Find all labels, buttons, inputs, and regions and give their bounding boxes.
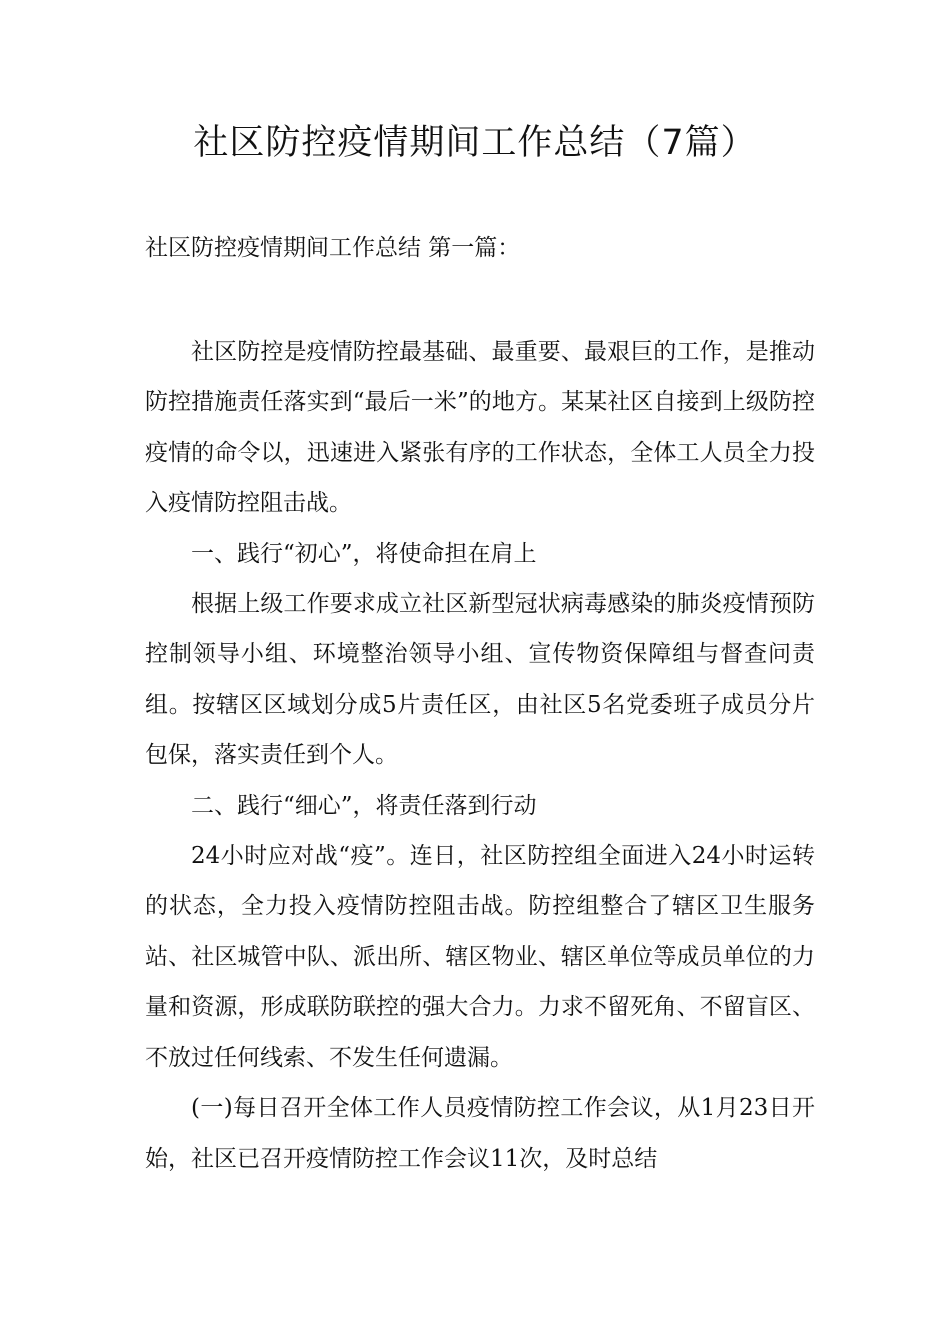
paragraph-intro: 社区防控是疫情防控最基础、最重要、最艰巨的工作，是推动防控措施责任落实到“最后一米”的地方。某某社区自接到上级防控疫情的命令以，迅速进入紧张有序的工作状态，全体工人员全力投入疫情防控阻击战。: [145, 339, 815, 517]
section-heading-2: 二、践行“细心”，将责任落到行动: [191, 792, 537, 819]
paragraph-item-1: (一)每日召开全体工作人员疫情防控工作会议，从1月23日开始，社区已召开疫情防控工作会议11次，及时总结: [145, 1095, 815, 1172]
section-heading-1: 一、践行“初心”，将使命担在肩上: [191, 540, 537, 567]
document-title: 社区防控疫情期间工作总结（7篇）: [193, 123, 757, 163]
document-subtitle: 社区防控疫情期间工作总结 第一篇：: [145, 235, 521, 261]
document-body: [145, 327, 815, 1184]
paragraph-section-2: 24小时应对战“疫”。连日，社区防控组全面进入24小时运转的状态，全力投入疫情防控阻击战。防控组整合了辖区卫生服务站、社区城管中队、派出所、辖区物业、辖区单位等成员单位的力量和资源，形成联防联控的强大合力。力求不留死角、不留盲区、不放过任何线索、不发生任何遗漏。: [145, 843, 815, 1071]
paragraph-section-1: 根据上级工作要求成立社区新型冠状病毒感染的肺炎疫情预防控制领导小组、环境整治领导小组、宣传物资保障组与督查问责组。按辖区区域划分成5片责任区，由社区5名党委班子成员分片包保，落实责任到个人。: [145, 591, 815, 769]
